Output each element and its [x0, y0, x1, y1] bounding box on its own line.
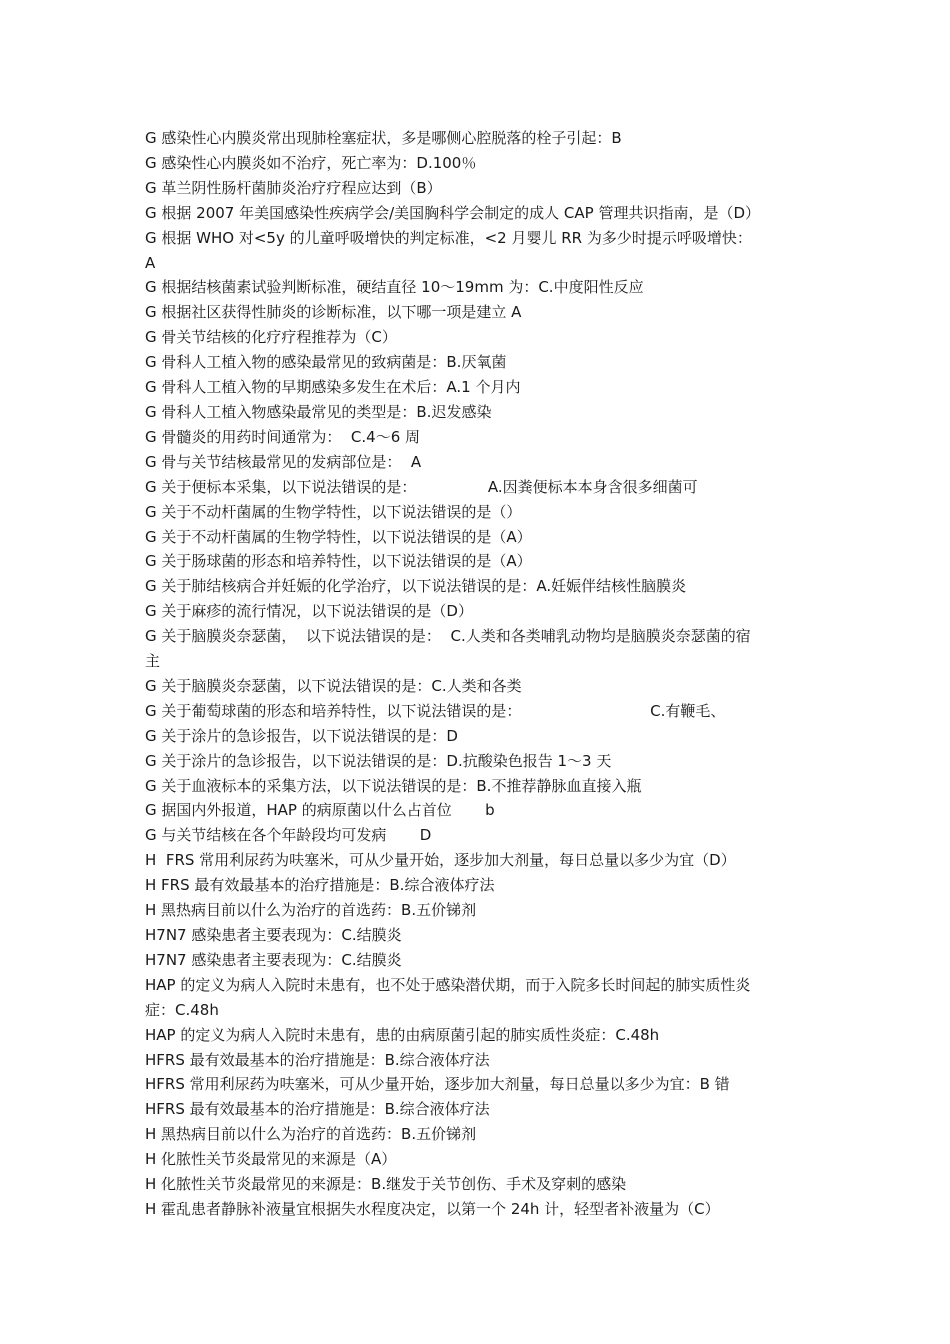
text-line: H FRS 最有效最基本的治疗措施是：B.综合液体疗法	[145, 876, 495, 895]
text-line: HAP 的定义为病人入院时未患有，患的由病原菌引起的肺实质性炎症：C.48h	[145, 1025, 660, 1044]
text-line: HFRS 最有效最基本的治疗措施是：B.综合液体疗法	[145, 1050, 490, 1069]
text-line: G 根据 WHO 对<5y 的儿童呼吸增快的判定标准，<2 月婴儿 RR 为多少时提示呼吸增快：	[145, 228, 752, 247]
text-line: H 化脓性关节炎最常见的来源是（A）	[145, 1150, 397, 1169]
text-line: G 骨关节结核的化疗疗程推荐为（C）	[145, 328, 397, 347]
text-line: G 根据 2007 年美国感染性疾病学会/美国胸科学会制定的成人 CAP 管理共识指南，是（D）	[145, 203, 761, 222]
text-line: G 感染性心内膜炎常出现肺栓塞症状，多是哪侧心腔脱落的栓子引起：B	[145, 129, 622, 147]
text-line: 主	[145, 652, 161, 671]
text-line: G 据国内外报道，HAP 的病原菌以什么占首位 b	[145, 801, 495, 820]
text-line: G 根据结核菌素试验判断标准，硬结直径 10～19mm 为：C.中度阳性反应	[145, 278, 644, 297]
text-line: G 关于葡萄球菌的形态和培养特性，以下说法错误的是： C.有鞭毛、	[145, 701, 726, 720]
text-line: HFRS 常用利尿药为呋塞米，可从少量开始，逐步加大剂量，每日总量以多少为宜：B 错	[145, 1075, 730, 1094]
text-line: G 关于麻疹的流行情况，以下说法错误的是（D）	[145, 602, 473, 621]
text-line: A	[145, 253, 156, 272]
text-line: G 与关节结核在各个年龄段均可发病 D	[145, 826, 432, 845]
text-line: H 黑热病目前以什么为治疗的首选药：B.五价锑剂	[145, 1125, 477, 1144]
text-line: G 骨科人工植入物的早期感染多发生在术后：A.1 个月内	[145, 378, 521, 397]
text-line: G 关于肺结核病合并妊娠的化学治疗，以下说法错误的是：A.妊娠伴结核性脑膜炎	[145, 577, 687, 596]
text-line: G 骨与关节结核最常见的发病部位是： A	[145, 452, 422, 471]
text-line: G 根据社区获得性肺炎的诊断标准，以下哪一项是建立 A	[145, 303, 522, 322]
text-line: HFRS 最有效最基本的治疗措施是：B.综合液体疗法	[145, 1100, 490, 1119]
document-body	[145, 126, 813, 1222]
text-line: H 黑热病目前以什么为治疗的首选药：B.五价锑剂	[145, 901, 477, 920]
text-line: G 关于肠球菌的形态和培养特性，以下说法错误的是（A）	[145, 552, 532, 571]
text-line: G 关于涂片的急诊报告，以下说法错误的是：D	[145, 726, 458, 745]
text-line: G 关于不动杆菌属的生物学特性，以下说法错误的是（）	[145, 502, 522, 521]
text-line: H FRS 常用利尿药为呋塞米，可从少量开始，逐步加大剂量，每日总量以多少为宜（D）	[145, 851, 736, 870]
text-line: 症：C.48h	[145, 1000, 219, 1019]
text-line: G 关于不动杆菌属的生物学特性，以下说法错误的是（A）	[145, 527, 532, 546]
text-line: G 关于脑膜炎奈瑟菌， 以下说法错误的是： C.人类和各类哺乳动物均是脑膜炎奈瑟菌的宿	[145, 627, 751, 646]
text-line: G 革兰阴性肠杆菌肺炎治疗疗程应达到（B）	[145, 178, 442, 197]
text-line: H7N7 感染患者主要表现为：C.结膜炎	[145, 926, 402, 944]
text-line: G 感染性心内膜炎如不治疗，死亡率为：D.100％	[145, 153, 477, 172]
text-line: H7N7 感染患者主要表现为：C.结膜炎	[145, 950, 402, 969]
text-line: G 关于血液标本的采集方法，以下说法错误的是：B.不推荐静脉血直接入瓶	[145, 776, 642, 795]
text-line: H 霍乱患者静脉补液量宜根据失水程度决定，以第一个 24h 计，轻型者补液量为（C）	[145, 1199, 720, 1218]
text-line: G 关于便标本采集，以下说法错误的是： A.因粪便标本本身含很多细菌可	[145, 477, 698, 496]
text-line: G 骨髓炎的用药时间通常为： C.4～6 周	[145, 427, 421, 446]
text-line: H 化脓性关节炎最常见的来源是：B.继发于关节创伤、手术及穿刺的感染	[145, 1175, 627, 1194]
text-line: G 关于脑膜炎奈瑟菌，以下说法错误的是：C.人类和各类	[145, 676, 522, 695]
text-line: G 关于涂片的急诊报告，以下说法错误的是：D.抗酸染色报告 1～3 天	[145, 751, 612, 770]
text-line: G 骨科人工植入物感染最常见的类型是：B.迟发感染	[145, 402, 492, 421]
text-line: HAP 的定义为病人入院时未患有，也不处于感染潜伏期，而于入院多长时间起的肺实质性炎	[145, 975, 751, 994]
text-line: G 骨科人工植入物的感染最常见的致病菌是：B.厌氧菌	[145, 353, 507, 372]
